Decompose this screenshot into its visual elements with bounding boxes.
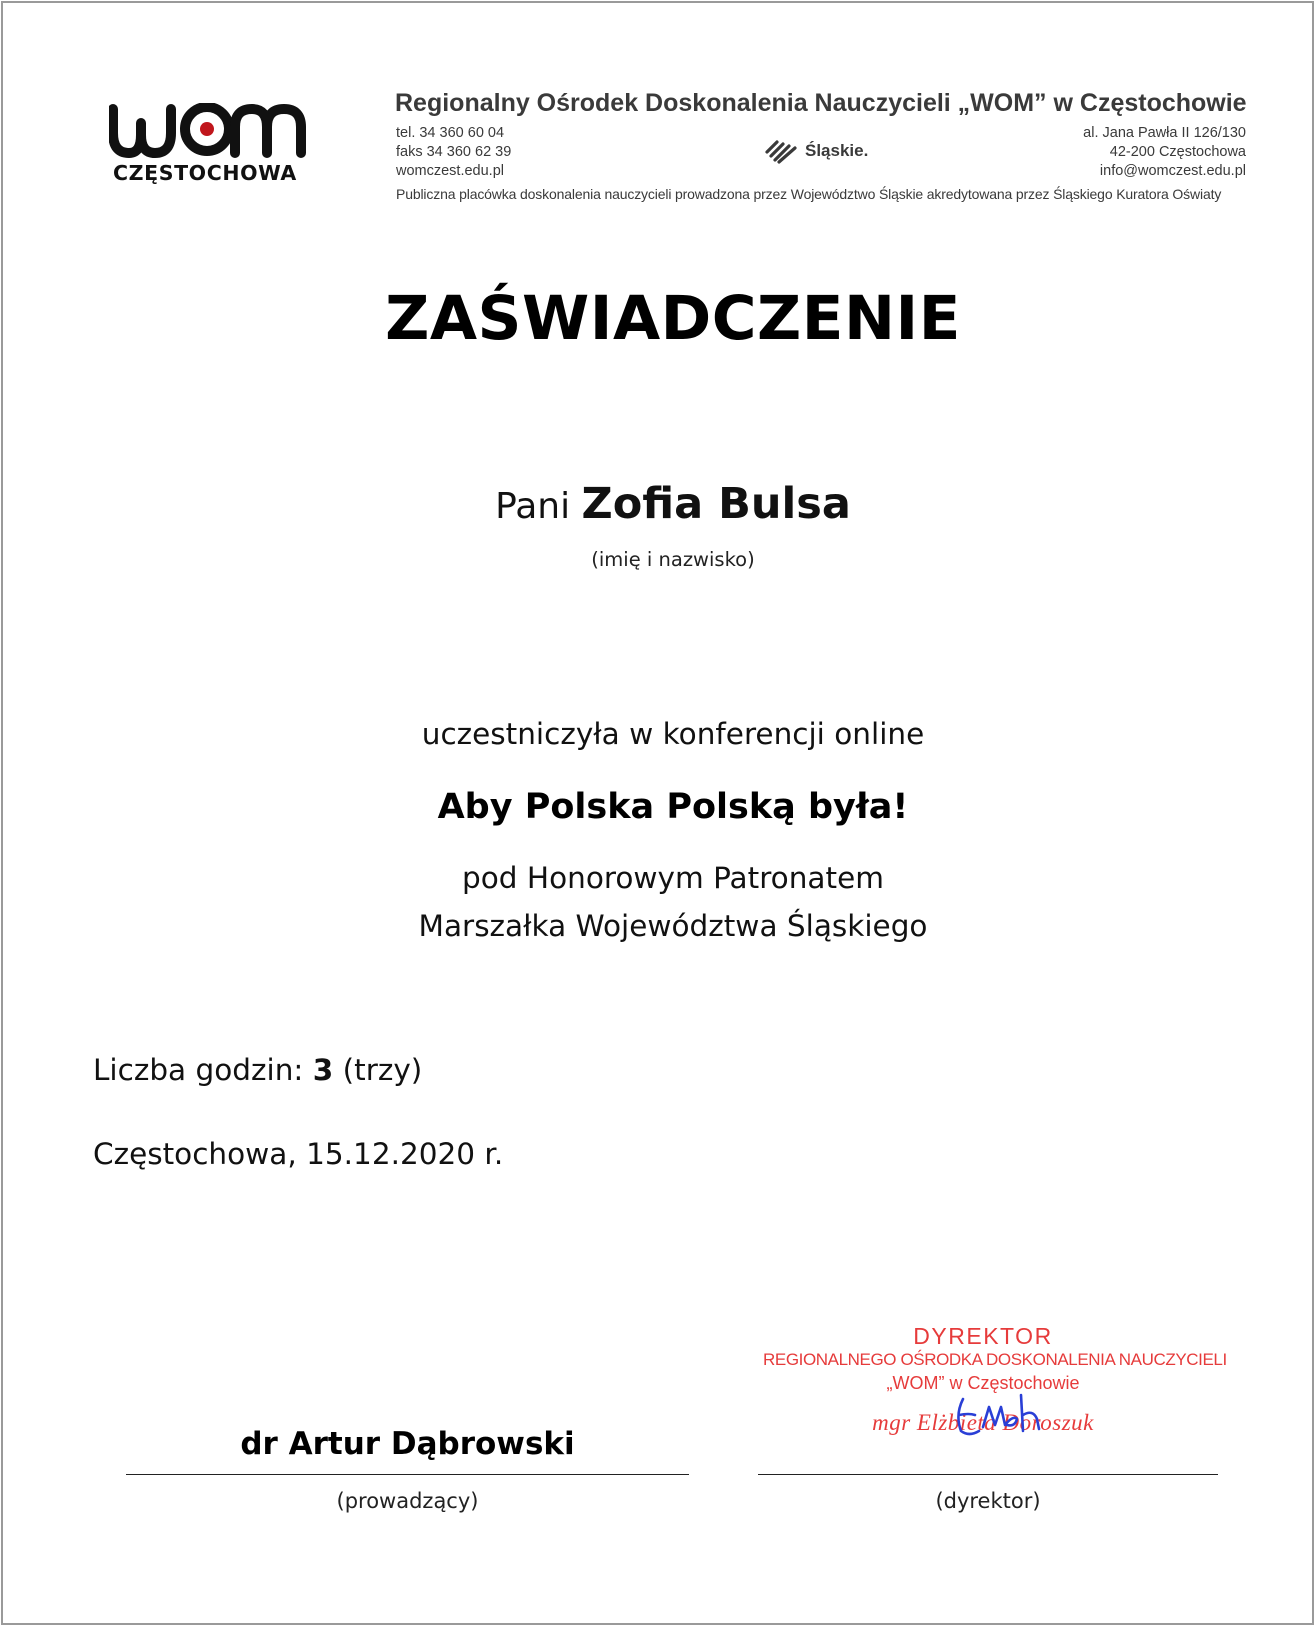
participation-text: uczestniczyła w konferencji online xyxy=(421,717,925,751)
hours-label: Liczba godzin: xyxy=(93,1053,304,1087)
slaskie-logo-text: Śląskie. xyxy=(805,141,869,160)
recipient-hint: (imię i nazwisko) xyxy=(591,548,755,571)
email-text: info@womczest.edu.pl xyxy=(1099,163,1246,179)
signature-line-left xyxy=(126,1474,689,1475)
hours-value: 3 xyxy=(312,1053,334,1087)
recipient-salutation: Pani xyxy=(495,486,571,527)
patronage-line-1: pod Honorowym Patronatem xyxy=(462,861,884,895)
stamp-wom: „WOM” w Częstochowie xyxy=(886,1373,1080,1393)
lecturer-role: (prowadzący) xyxy=(336,1489,479,1513)
stamp-title: DYREKTOR xyxy=(913,1323,1053,1349)
hours-line xyxy=(93,1053,422,1087)
slaskie-logo xyxy=(765,137,868,165)
fax-text: faks 34 360 62 39 xyxy=(396,144,512,160)
document-title: ZAŚWIADCZENIE xyxy=(385,283,961,354)
address-street: al. Jana Pawła II 126/130 xyxy=(1083,125,1246,141)
certificate-page xyxy=(1,1,1314,1625)
patronage-line-2: Marszałka Województwa Śląskiego xyxy=(418,909,928,943)
address-city: 42-200 Częstochowa xyxy=(1109,144,1246,160)
slaskie-wave-icon xyxy=(765,138,797,164)
lecturer-name: dr Artur Dąbrowski xyxy=(240,1426,575,1462)
phone-text: tel. 34 360 60 04 xyxy=(396,125,505,141)
stamp-person: mgr Elżbieta Doroszuk xyxy=(872,1410,1094,1435)
recipient-name: Zofia Bulsa xyxy=(581,479,851,529)
signature-line-right xyxy=(758,1474,1218,1475)
recipient-line xyxy=(3,479,1315,529)
event-title: Aby Polska Polską była! xyxy=(437,787,909,827)
accreditation-note: Publiczna placówka doskonalenia nauczycieli prowadzona przez Województwo Śląskie akredytowana przez Śląskiego Kuratora Oświaty xyxy=(396,186,1222,202)
stamp-institution: REGIONALNEGO OŚRODKA DOSKONALENIA NAUCZYCIELI xyxy=(763,1350,1227,1369)
contact-left xyxy=(396,124,511,181)
wom-logo xyxy=(109,103,319,193)
director-role: (dyrektor) xyxy=(935,1489,1041,1513)
institution-name: Regionalny Ośrodek Doskonalenia Nauczycieli „WOM” w Częstochowie xyxy=(395,89,1247,117)
hours-words: (trzy) xyxy=(342,1053,423,1087)
wom-logo-city: CZĘSTOCHOWA xyxy=(113,161,297,185)
wom-logo-mark xyxy=(109,103,319,163)
handwritten-signature xyxy=(943,1385,1053,1445)
place-date: Częstochowa, 15.12.2020 r. xyxy=(93,1137,504,1171)
website-text: womczest.edu.pl xyxy=(396,163,504,179)
contact-right xyxy=(1083,124,1246,181)
